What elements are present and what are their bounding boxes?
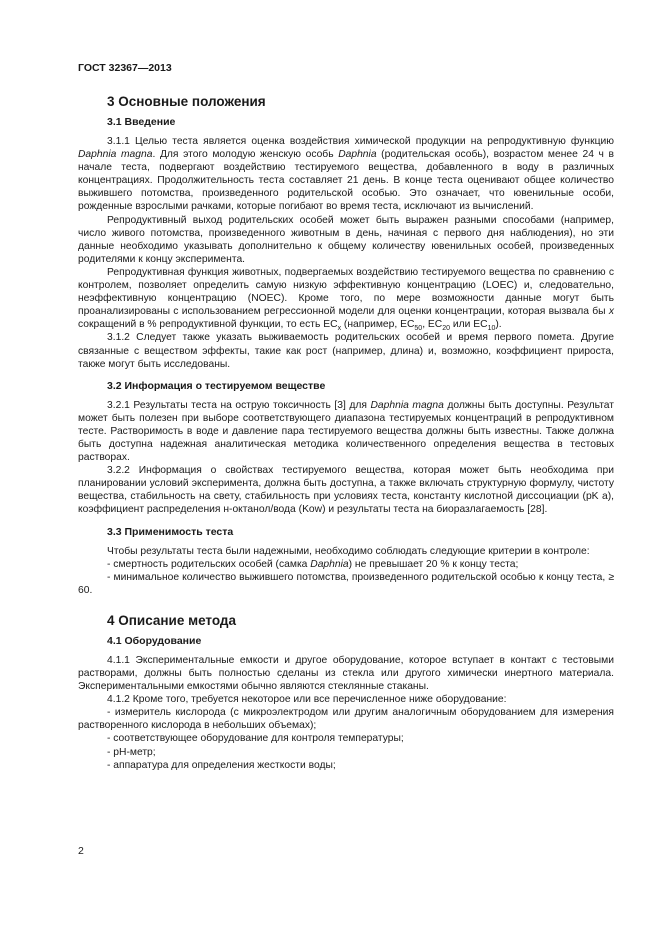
subsection-4-1-title: 4.1 Оборудование: [107, 634, 202, 647]
paragraph-criteria-intro: Чтобы результаты теста были надежными, необходимо соблюдать следующие критерии в контроле:: [107, 545, 590, 557]
list-item-offspring: - минимальное количество выжившего потомства, произведенного родительской особью к концу теста, ≥ 60.: [78, 571, 614, 596]
list-item-temperature-control: - соответствующее оборудование для контроля температуры;: [107, 733, 404, 745]
paragraph-3-1-2: 3.1.2 Следует также указать выживаемость родительских особей и время первого помета. Другие связанные с веществом эффекты, такие как рост (например, длина) и, возможно, коэффициент прироста, также могут быть исследованы.: [78, 332, 614, 370]
section-4-title: 4 Описание метода: [107, 612, 237, 628]
paragraph-4-1-1: 4.1.1 Экспериментальные емкости и другое оборудование, которое вступает в контакт с тестовыми растворами, должны быть полностью сделаны из стекла или другого химически инертного материала. Экспериментальными емкостями обычно являются стеклянные стаканы.: [78, 654, 614, 693]
subsection-3-3-title: 3.3 Применимость теста: [107, 525, 234, 538]
paragraph-3-1-1: 3.1.1 Целью теста является оценка воздействия химической продукции на репродуктивную функцию Daphnia magna. Для этого молодую женскую особь Daphnia (родительская особь), возрастом менее 24 ч в начале теста, подвергают воздействию тестируемого вещества, добавленного в воду в различных концентрациях. Продолжительность теста составляет 21 день. В конце теста оценивают общее количество выжившего потомства, произведенного родительской особью. Это означает, что ювенильные особи, рожденные взрослыми рачками, которые погибают во время теста, исключают из вычислений.: [78, 136, 614, 213]
list-item-hardness-apparatus: - аппаратура для определения жесткости воды;: [107, 759, 336, 771]
page-number: 2: [78, 845, 84, 857]
paragraph-reproductive-function: Репродуктивная функция животных, подвергаемых воздействию тестируемого вещества по сравнению с контролем, позволяет определить самую низкую эффективную концентрацию (LOEC) и, следовательно, неэффективную концентрацию (NOEC). Кроме того, по мере возможности данные могут быть проанализированы с использованием регрессионной модели для оценки концентрации, которая вызвала бы x сокращений в % репродуктивной функции, то есть $EC_x$ (например, $EC_{50}$, $EC_{20}$ или $EC_{10}$).: [78, 266, 614, 333]
document-body: [78, 94, 614, 772]
paragraph-3-2-1: 3.2.1 Результаты теста на острую токсичность [3] для Daphnia magna должны быть доступны. Результат может быть полезен при выборе соответствующего диапазона тестируемых концентраций в репродуктивном тесте. Растворимость в воде и давление пара тестируемого вещества должны быть известны. Также должна быть доступна надежная аналитическая методика количественного определения вещества в тестовых растворах.: [78, 399, 615, 464]
paragraph-4-1-2: 4.1.2 Кроме того, требуется некоторое или все перечисленное ниже оборудование:: [107, 694, 507, 706]
subsection-3-2-title: 3.2 Информация о тестируемом веществе: [107, 379, 326, 392]
list-item-mortality: - смертность родительских особей (самка Daphnia) не превышает 20 % к концу теста;: [107, 558, 519, 570]
paragraph-reproductive-output: Репродуктивный выход родительских особей может быть выражен разными способами (например, число живого потомства, произведенного животным в день, начиная с первого дня наблюдения), но эти данные необходимо указывать дополнительно к общему количеству ювенильных особей, произведенных родителями к концу эксперимента.: [78, 214, 614, 265]
section-3-title: 3 Основные положения: [107, 94, 266, 109]
list-item-ph-meter: - pH-метр;: [107, 746, 156, 758]
paragraph-3-2-2: 3.2.2 Информация о свойствах тестируемого вещества, которая может быть необходима при планировании условий эксперимента, должна быть доступна, а также включать структурную формулу, чистоту вещества, стабильность на свету, стабильность при условиях теста, константу кислотной диссоциации (pK a), коэффициент распределения н-октанол/вода (Kow) и результаты теста на биоразлагаемость [28].: [78, 465, 614, 516]
subsection-3-1-title: 3.1 Введение: [107, 116, 176, 128]
list-item-oxygen-meter: - измеритель кислорода (с микроэлектродом или другим аналогичным оборудованием для измерения растворенного кислорода в небольших объемах);: [78, 707, 614, 732]
standard-header: ГОСТ 32367—2013: [78, 62, 172, 74]
